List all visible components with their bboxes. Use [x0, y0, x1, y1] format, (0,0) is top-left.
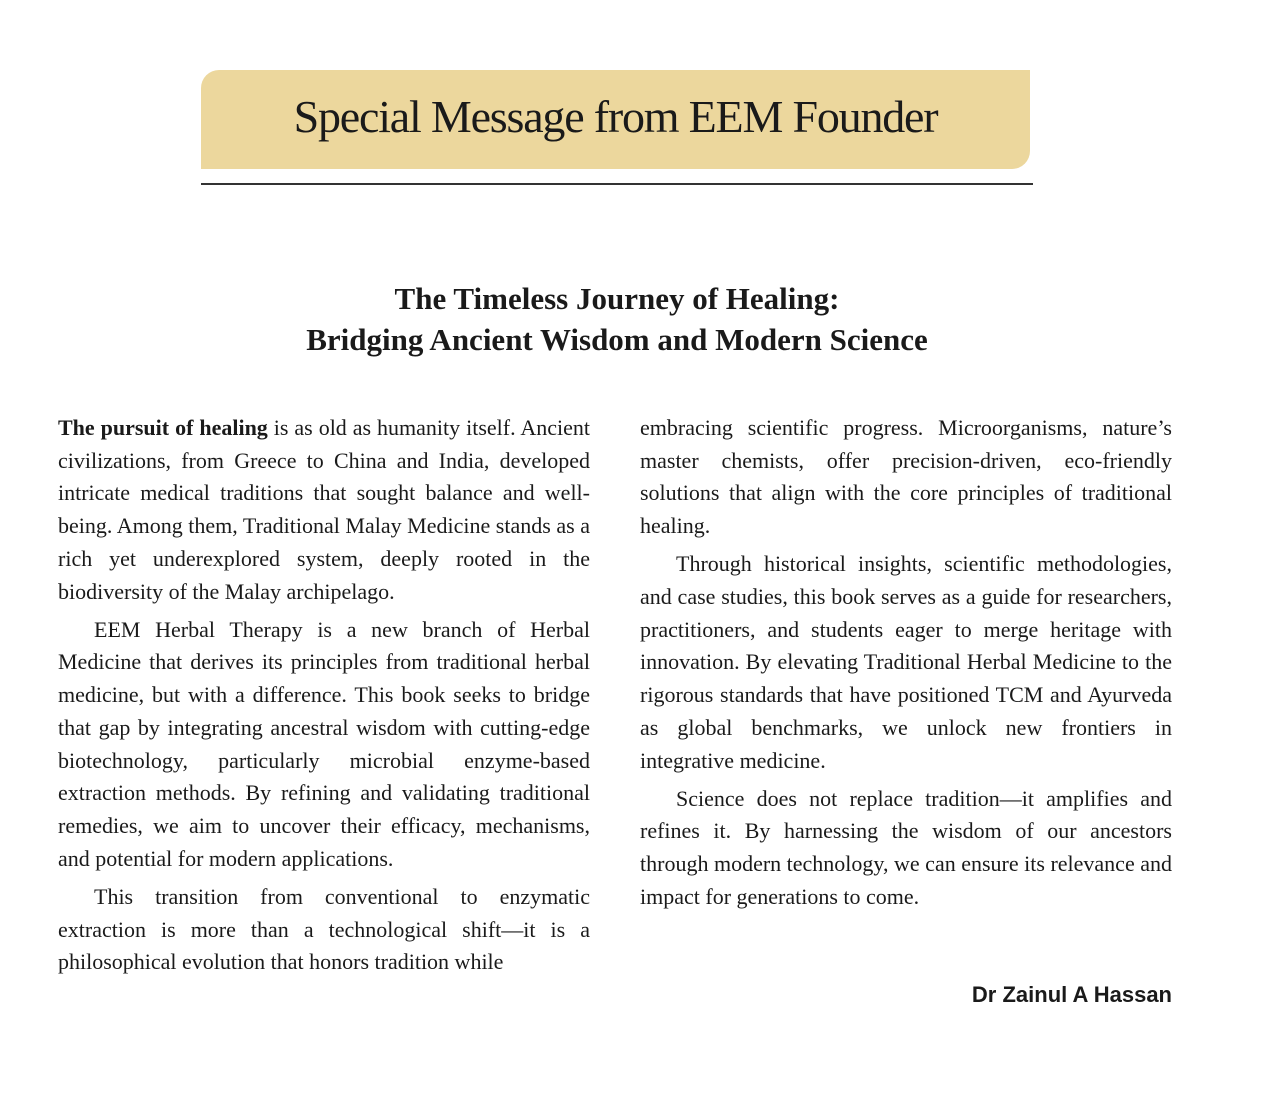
paragraph [58, 412, 590, 608]
left-column [58, 412, 590, 984]
header-divider [201, 183, 1033, 185]
header-banner [201, 70, 1030, 169]
banner-title: Special Message from EEM Founder [293, 91, 938, 142]
article-headline [0, 278, 1234, 360]
author-signature: Dr Zainul A Hassan [971, 982, 1172, 1007]
paragraph: EEM Herbal Therapy is a new branch of Herbal Medicine that derives its principles from traditional herbal medicine, but with a difference. This book seeks to bridge that gap by integrating ancestral wisdom with cutting-edge biotechnology, particularly microbial enzyme-based extraction methods. By refining and validating traditional remedies, we aim to uncover their efficacy, mechanisms, and potential for modern applications. [58, 616, 590, 871]
paragraph: Science does not replace tradition—it amplifies and refines it. By harnessing the wisdom of our ancestors through modern technology, we can ensure its relevance and impact for generations to come. [640, 785, 1172, 909]
paragraph: embracing scientific progress. Microorganisms, nature’s master chemists, offer precision-driven, eco-friendly solutions that align with the core principles of traditional healing. [640, 415, 1172, 539]
lead-phrase: The pursuit of healing [58, 415, 268, 440]
right-column [640, 412, 1172, 919]
paragraph: Through historical insights, scientific methodologies, and case studies, this book serves as a guide for researchers, practitioners, and students eager to merge heritage with innovation. By elevating Traditional Herbal Medicine to the rigorous standards that have positioned TCM and Ayurveda as global benchmarks, we unlock new frontiers in integrative medicine. [640, 551, 1172, 773]
paragraph: This transition from conventional to enzymatic extraction is more than a technological shift—it is a philosophical evolution that honors tradition while [58, 883, 590, 975]
headline-line-2: Bridging Ancient Wisdom and Modern Science [306, 322, 928, 357]
headline-line-1: The Timeless Journey of Healing: [394, 281, 840, 316]
paragraph-text: is as old as humanity itself. Ancient civilizations, from Greece to China and India, developed intricate medical traditions that sought balance and well-being. Among them, Traditional Malay Medicine stands as a rich yet underexplored system, deeply rooted in the biodiversity of the Malay archipelago. [58, 415, 590, 604]
